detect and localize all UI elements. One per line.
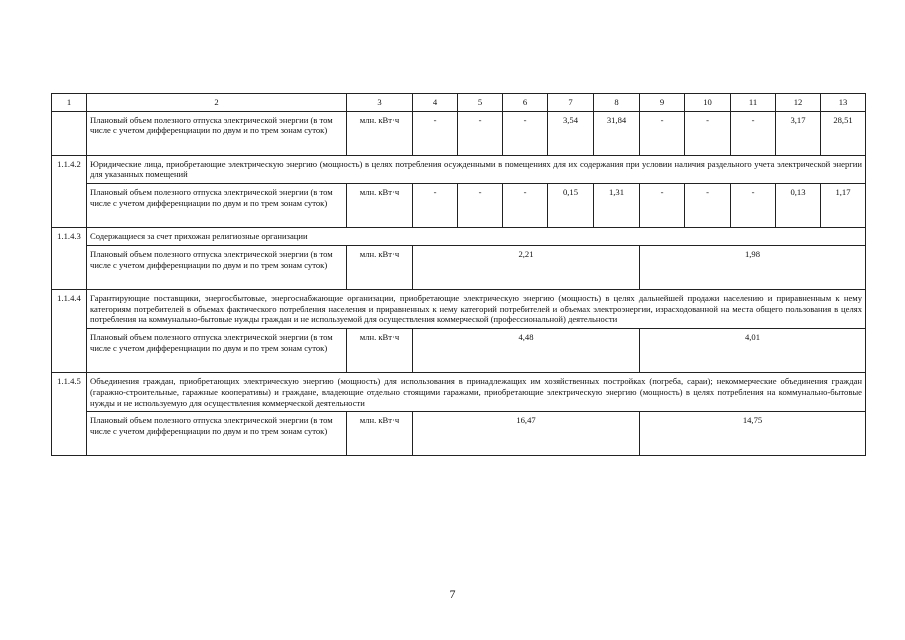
section-header-row [52,155,866,183]
value-cell: - [731,111,776,155]
table-row [52,412,866,456]
table-row [52,111,866,155]
unit-cell: млн. кВт·ч [347,245,413,289]
table-header-row [52,94,866,112]
value-cell: 0,15 [548,184,594,228]
header-cell: 4 [413,94,458,112]
value-cell: - [685,111,731,155]
value-cell: - [413,184,458,228]
value-cell: - [731,184,776,228]
unit-cell: млн. кВт·ч [347,329,413,373]
value-cell: - [458,184,503,228]
section-code: 1.1.4.5 [52,373,87,456]
header-cell: 10 [685,94,731,112]
merged-value-cell: 4,48 [413,329,640,373]
value-cell: - [640,184,685,228]
header-cell: 8 [594,94,640,112]
row-label: Плановый объем полезного отпуска электрической энергии (в том числе с учетом дифференциации по двум и по трем зонам суток) [87,412,347,456]
section-header-row [52,228,866,246]
value-cell: - [503,184,548,228]
value-cell: 3,54 [548,111,594,155]
section-title: Гарантирующие поставщики, энергосбытовые, энергоснабжающие организации, приобретающие электрическую энергию (мощность) в целях дальнейшей продажи населению и приравненным к нему категориям потребителей в объемах фактического потребления населения и приравненных к нему категорий потребителей и объемах электроэнергии, израсходованной на места общего пользования в целях потребления на коммунально-бытовые нужды граждан и не используемой для осуществления коммерческой (профессиональной) деятельности [87,289,866,328]
header-cell: 13 [821,94,866,112]
section-header-row [52,289,866,328]
code-cell [52,111,87,155]
row-label: Плановый объем полезного отпуска электрической энергии (в том числе с учетом дифференциации по двум и по трем зонам суток) [87,329,347,373]
tariff-volume-table [51,93,866,456]
value-cell: - [503,111,548,155]
section-title: Юридические лица, приобретающие электрическую энергию (мощность) в целях потребления осужденными в помещениях для их содержания при условии наличия раздельного учета электрической энергии для указанных помещений [87,155,866,183]
merged-value-cell: 1,98 [640,245,866,289]
header-cell: 12 [776,94,821,112]
header-cell: 2 [87,94,347,112]
value-cell: 1,17 [821,184,866,228]
value-cell: 0,13 [776,184,821,228]
value-cell: - [458,111,503,155]
section-header-row [52,373,866,412]
header-cell: 11 [731,94,776,112]
header-cell: 3 [347,94,413,112]
row-label: Плановый объем полезного отпуска электрической энергии (в том числе с учетом дифференциации по двум и по трем зонам суток) [87,245,347,289]
merged-value-cell: 4,01 [640,329,866,373]
merged-value-cell: 14,75 [640,412,866,456]
section-title: Объединения граждан, приобретающих электрическую энергию (мощность) для использования в принадлежащих им хозяйственных постройках (погреба, сараи); некоммерческие объединения граждан (гаражно-строительные, гаражные кооперативы) и граждане, владеющие отдельно стоящими гаражами, приобретающие электрическую энергию (мощность) в целях потребления на коммунально-бытовые нужды и не используемую для осуществления коммерческой деятельности [87,373,866,412]
unit-cell: млн. кВт·ч [347,412,413,456]
value-cell: - [685,184,731,228]
value-cell: - [640,111,685,155]
table-row [52,184,866,228]
row-label: Плановый объем полезного отпуска электрической энергии (в том числе с учетом дифференциации по двум и по трем зонам суток) [87,111,347,155]
merged-value-cell: 2,21 [413,245,640,289]
value-cell: 31,84 [594,111,640,155]
value-cell: - [413,111,458,155]
unit-cell: млн. кВт·ч [347,184,413,228]
header-cell: 9 [640,94,685,112]
value-cell: 3,17 [776,111,821,155]
table-row [52,245,866,289]
section-code: 1.1.4.3 [52,228,87,290]
value-cell: 1,31 [594,184,640,228]
header-cell: 1 [52,94,87,112]
merged-value-cell: 16,47 [413,412,640,456]
section-title: Содержащиеся за счет прихожан религиозные организации [87,228,866,246]
table-row [52,329,866,373]
header-cell: 5 [458,94,503,112]
header-cell: 7 [548,94,594,112]
unit-cell: млн. кВт·ч [347,111,413,155]
section-code: 1.1.4.2 [52,155,87,227]
section-code: 1.1.4.4 [52,289,87,372]
value-cell: 28,51 [821,111,866,155]
page-number: 7 [449,587,456,601]
row-label: Плановый объем полезного отпуска электрической энергии (в том числе с учетом дифференциации по двум и по трем зонам суток) [87,184,347,228]
header-cell: 6 [503,94,548,112]
